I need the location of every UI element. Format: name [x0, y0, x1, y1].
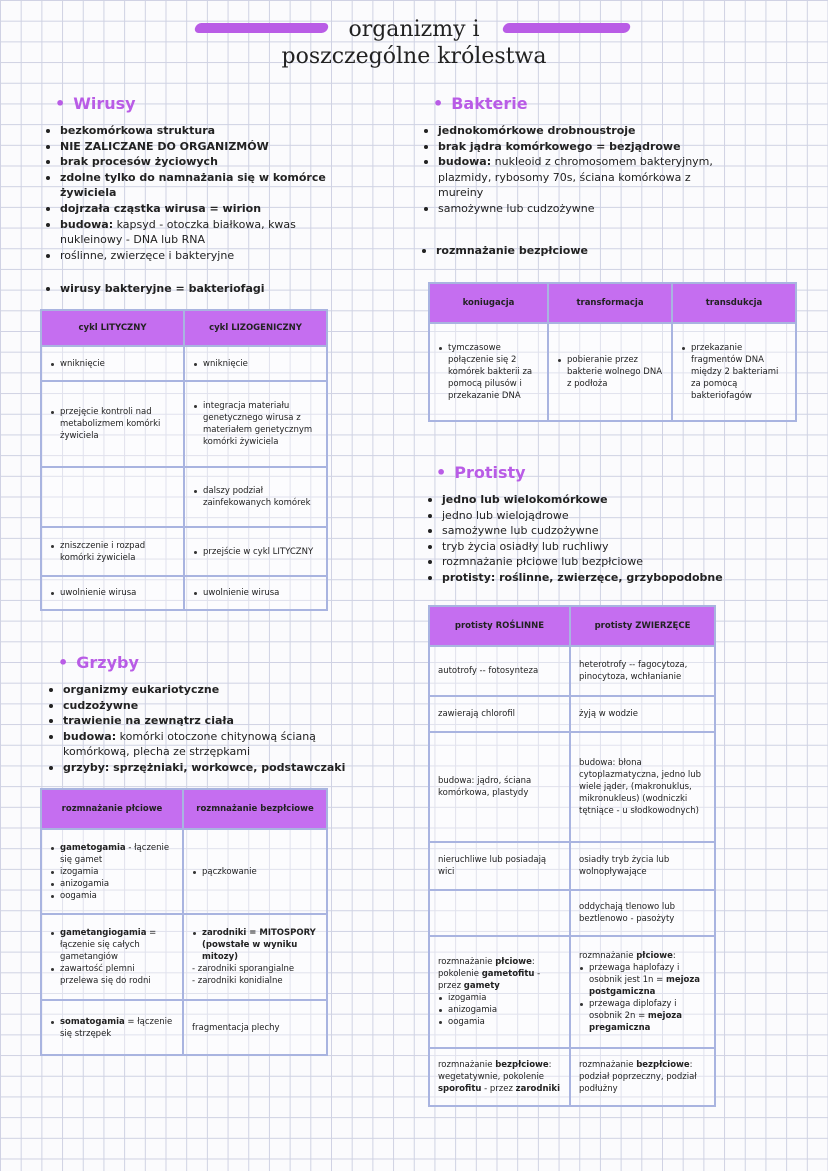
- table-cell: uwolnienie wirusa: [41, 576, 184, 610]
- wirusy-list-2: [44, 281, 344, 297]
- list-item: anizogamia: [438, 1004, 561, 1016]
- protisty-list: [426, 492, 746, 586]
- table-header: rozmnażanie bezpłciowe: [183, 789, 327, 829]
- table-header: transdukcja: [672, 283, 796, 323]
- bullet-icon: •: [433, 94, 444, 113]
- list-item: trawienie na zewnątrz ciała: [47, 713, 347, 729]
- table-cykle-wirusow: [40, 309, 328, 611]
- title-line-1: organizmy i: [348, 17, 480, 42]
- list-item: jedno lub wielokomórkowe: [426, 492, 746, 508]
- table-protisty: [428, 605, 716, 1107]
- section-heading-grzyby: • Grzyby: [58, 653, 139, 672]
- table-cell: pobieranie przez bakterie wolnego DNA z podłoża: [548, 323, 672, 421]
- table-cell: heterotrofy -- fagocytoza, pinocytoza, wchłanianie: [570, 646, 715, 696]
- list-item: wirusy bakteryjne = bakteriofagi: [44, 281, 344, 297]
- list-item: budowa: kapsyd - otoczka białkowa, kwas nukleinowy - DNA lub RNA: [44, 217, 344, 248]
- list-item: jednokomórkowe drobnoustroje: [422, 123, 722, 139]
- table-cell: pączkowanie: [183, 829, 327, 914]
- table-rozmnazanie-grzybow: [40, 788, 328, 1056]
- list-item: izogamia: [438, 992, 561, 1004]
- table-cell: [429, 890, 570, 936]
- list-item: grzyby: sprzężniaki, workowce, podstawczaki: [47, 760, 347, 776]
- wirusy-list: [44, 123, 344, 263]
- bullet-icon: •: [436, 463, 447, 482]
- table-cell: przejęcie kontroli nad metabolizmem komórki żywiciela: [41, 381, 184, 467]
- table-cell: zniszczenie i rozpad komórki żywiciela: [41, 527, 184, 576]
- table-cell: uwolnienie wirusa: [184, 576, 327, 610]
- list-item: rozmnażanie płciowe lub bezpłciowe: [426, 554, 746, 570]
- table-cell: gametogamia - łączenie się gamet izogamia anizogamia oogamia: [41, 829, 183, 914]
- table-header: koniugacja: [429, 283, 548, 323]
- table-cell: oddychają tlenowo lub beztlenowo - pasożyty: [570, 890, 715, 936]
- table-cell: osiadły tryb życia lub wolnopływające: [570, 842, 715, 890]
- table-cell: rozmnażanie płciowe: przewaga haplofazy i osobnik jest 1n = mejoza postgamiczna przewaga diplofazy i osobnik 2n = mejoza pregamiczna: [570, 936, 715, 1048]
- table-cell: [41, 467, 184, 527]
- list-item: anizogamia: [50, 878, 174, 890]
- list-item: bezkomórkowa struktura: [44, 123, 344, 139]
- table-header: cykl LIZOGENICZNY: [184, 310, 327, 346]
- table-cell: gametangiogamia = łączenie się całych gametangiów zawartość plemni przelewa się do rodni: [41, 914, 183, 1000]
- table-header: rozmnażanie płciowe: [41, 789, 183, 829]
- list-item: przewaga haplofazy i osobnik jest 1n = mejoza postgamiczna: [579, 962, 706, 998]
- bullet-icon: •: [55, 94, 66, 113]
- section-heading-protisty: • Protisty: [436, 463, 526, 482]
- list-item: brak procesów życiowych: [44, 154, 344, 170]
- list-item: roślinne, zwierzęce i bakteryjne: [44, 248, 344, 264]
- table-cell: wniknięcie: [41, 346, 184, 381]
- table-cell: nieruchliwe lub posiadają wici: [429, 842, 570, 890]
- list-item: organizmy eukariotyczne: [47, 682, 347, 698]
- table-cell: budowa: błona cytoplazmatyczna, jedno lub wiele jąder, (makronuklus, mikronukleus) (wodniczki tętniące - u słodkowodnych): [570, 732, 715, 842]
- list-item: protisty: roślinne, zwierzęce, grzybopodobne: [426, 570, 746, 586]
- table-cell: zawierają chlorofil: [429, 696, 570, 732]
- table-cell: przejście w cykl LITYCZNY: [184, 527, 327, 576]
- list-item: NIE ZALICZANE DO ORGANIZMÓW: [44, 139, 344, 155]
- table-header: protisty ZWIERZĘCE: [570, 606, 715, 646]
- table-cell: dalszy podział zainfekowanych komórek: [184, 467, 327, 527]
- list-item: cudzożywne: [47, 698, 347, 714]
- list-item: dojrzała cząstka wirusa = wirion: [44, 201, 344, 217]
- list-item: samożywne lub cudzożywne: [426, 523, 746, 539]
- table-cell: rozmnażanie płciowe: pokolenie gametofitu - przez gamety izogamia anizogamia oogamia: [429, 936, 570, 1048]
- table-cell: somatogamia = łączenie się strzępek: [41, 1000, 183, 1055]
- section-heading-bakterie: • Bakterie: [433, 94, 528, 113]
- table-cell: tymczasowe połączenie się 2 komórek bakterii za pomocą pilusów i przekazanie DNA: [429, 323, 548, 421]
- list-item: jedno lub wielojądrowe: [426, 508, 746, 524]
- grzyby-list: [47, 682, 347, 776]
- list-item: zawartość plemni przelewa się do rodni: [50, 963, 174, 987]
- table-cell: przekazanie fragmentów DNA między 2 bakteriami za pomocą bakteriofagów: [672, 323, 796, 421]
- list-item: budowa: nukleoid z chromosomem bakteryjnym, plazmidy, rybosomy 70s, ściana komórkowa z mureiny: [422, 154, 722, 201]
- table-rozmnazanie-bakterii: [428, 282, 797, 422]
- table-cell: integracja materiału genetycznego wirusa z materiałem genetycznym komórki żywiciela: [184, 381, 327, 467]
- table-header: cykl LITYCZNY: [41, 310, 184, 346]
- list-item: przewaga diplofazy i osobnik 2n = mejoza pregamiczna: [579, 998, 706, 1034]
- list-item: izogamia: [50, 866, 174, 878]
- list-item: oogamia: [50, 890, 174, 902]
- title-line-2: poszczególne królestwa: [281, 44, 547, 69]
- bakterie-list: [422, 123, 722, 217]
- list-item: samożywne lub cudzożywne: [422, 201, 722, 217]
- table-cell: budowa: jądro, ściana komórkowa, plastydy: [429, 732, 570, 842]
- table-cell: rozmnażanie bezpłciowe: wegetatywnie, pokolenie sporofitu - przez zarodniki: [429, 1048, 570, 1106]
- page-title: [0, 16, 828, 70]
- list-item: oogamia: [438, 1016, 561, 1028]
- table-cell: zarodniki = MITOSPORY (powstałe w wyniku mitozy) - zarodniki sporangialne - zarodniki konidialne: [183, 914, 327, 1000]
- table-header: protisty ROŚLINNE: [429, 606, 570, 646]
- list-item: tryb życia osiadły lub ruchliwy: [426, 539, 746, 555]
- table-cell: autotrofy -- fotosynteza: [429, 646, 570, 696]
- list-item: brak jądra komórkowego = bezjądrowe: [422, 139, 722, 155]
- list-item: budowa: komórki otoczone chitynową ścianą komórkową, plecha ze strzępkami: [47, 729, 347, 760]
- section-heading-wirusy: • Wirusy: [55, 94, 136, 113]
- list-item: rozmnażanie bezpłciowe: [420, 243, 720, 259]
- table-header: transformacja: [548, 283, 672, 323]
- table-cell: fragmentacja plechy: [183, 1000, 327, 1055]
- bullet-icon: •: [58, 653, 69, 672]
- table-cell: rozmnażanie bezpłciowe: podział poprzeczny, podział podłużny: [570, 1048, 715, 1106]
- bakterie-list-2: [420, 243, 720, 259]
- table-cell: żyją w wodzie: [570, 696, 715, 732]
- list-item: zdolne tylko do namnażania się w komórce żywiciela: [44, 170, 344, 201]
- table-cell: wniknięcie: [184, 346, 327, 381]
